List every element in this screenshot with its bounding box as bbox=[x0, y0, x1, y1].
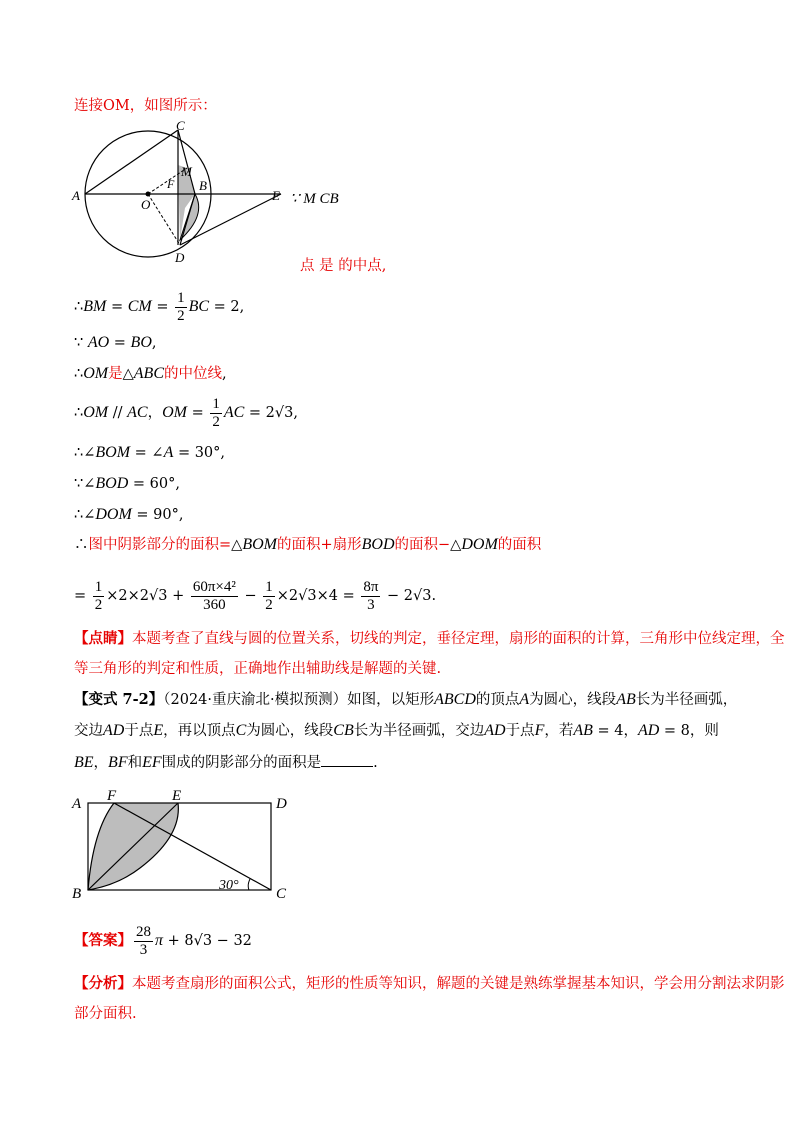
intro-line bbox=[74, 96, 217, 116]
step-8: ∴图中阴影部分的面积=△BOM的面积+扇形BOD的面积−△DOM的面积 bbox=[74, 536, 542, 553]
fig2-label-b: B bbox=[72, 886, 82, 902]
step-9: = $\frac{1}{2}$ ×2×2√3 + $\frac{\text{60π×4²}}{360}$ − $\frac{1}{2}$ ×2√3×4 = $\frac{8\pi}{3}$ − 2√3. bbox=[74, 578, 437, 613]
fig2-label-a: A bbox=[72, 796, 82, 812]
fig1-label-f: F bbox=[167, 177, 175, 191]
answer-blank bbox=[321, 752, 373, 767]
because-fragment: ∵ M CB bbox=[290, 191, 339, 207]
midpoint-fragment: 点 是 的中点, bbox=[300, 258, 387, 274]
variant-tag: 【变式 7-2】 bbox=[74, 691, 164, 708]
variant-line-3: BE，BF和EF围成的阴影部分的面积是 . bbox=[74, 754, 378, 771]
step-5: ∴∠BOM = ∠A = 30°, bbox=[74, 444, 226, 461]
fig2-label-f: F bbox=[107, 788, 117, 804]
fig2-label-d: D bbox=[276, 796, 287, 812]
variant-line-1: 【变式 7-2】（2024·重庆渝北·模拟预测）如图，以矩形ABCD的顶点A为圆心，线段AB长为半径画弧， bbox=[74, 691, 738, 708]
figure-circle bbox=[70, 118, 310, 268]
analysis-paragraph bbox=[74, 969, 794, 1029]
step-4: ∴OM // AC，OM = $\frac{1}{2}$ AC = 2√3, bbox=[74, 395, 298, 430]
fig1-label-b: B bbox=[199, 178, 207, 193]
analysis-text: 本题考查扇形的面积公式，矩形的性质等知识，解题的关键是熟练掌握基本知识，学会用分割法求阴影部分面积. bbox=[74, 976, 785, 1022]
fig1-label-m: M bbox=[181, 164, 192, 179]
fig1-label-e: E bbox=[272, 188, 280, 203]
variant-line-2: 交边AD于点E，再以顶点C为圆心，线段CB长为半径画弧，交边AD于点F，若AB = 4，AD = 8，则 bbox=[74, 722, 719, 739]
step-6: ∵∠BOD = 60°, bbox=[74, 475, 180, 492]
fig1-label-o: O bbox=[141, 197, 151, 212]
dianjing-tag: 【点睛】 bbox=[74, 630, 132, 647]
fig1-label-a: A bbox=[72, 188, 80, 203]
step-2: ∵ AO = BO, bbox=[74, 334, 157, 351]
fig1-label-d: D bbox=[175, 250, 185, 265]
step-7: ∴∠DOM = 90°, bbox=[74, 506, 184, 523]
answer-line: 【答案】 $\frac{28}{3}$ π + 8√3 − 32 bbox=[74, 923, 252, 958]
fig1-label-c: C bbox=[176, 118, 185, 133]
analysis-tag: 【分析】 bbox=[74, 975, 132, 992]
fig2-label-e: E bbox=[172, 788, 182, 804]
figure-rectangle bbox=[70, 788, 300, 903]
answer-tag: 【答案】 bbox=[74, 932, 132, 949]
variant-source: （2024·重庆渝北·模拟预测） bbox=[163, 692, 348, 708]
dianjing-text: 本题考查了直线与圆的位置关系，切线的判定，垂径定理，扇形的面积的计算，三角形中位线定理，全等三角形的判定和性质，正确地作出辅助线是解题的关键. bbox=[74, 631, 785, 677]
fig2-angle-label: 30° bbox=[219, 878, 239, 893]
dianjing-paragraph bbox=[74, 624, 794, 684]
step-3: ∴OM是△ABC的中位线, bbox=[74, 365, 227, 382]
intro-text: 连接OM，如图所示： bbox=[74, 98, 217, 114]
step-1: ∴BM = CM = $\frac{1}{2}$ BC = 2, bbox=[74, 289, 245, 324]
fig2-label-c: C bbox=[276, 886, 287, 902]
